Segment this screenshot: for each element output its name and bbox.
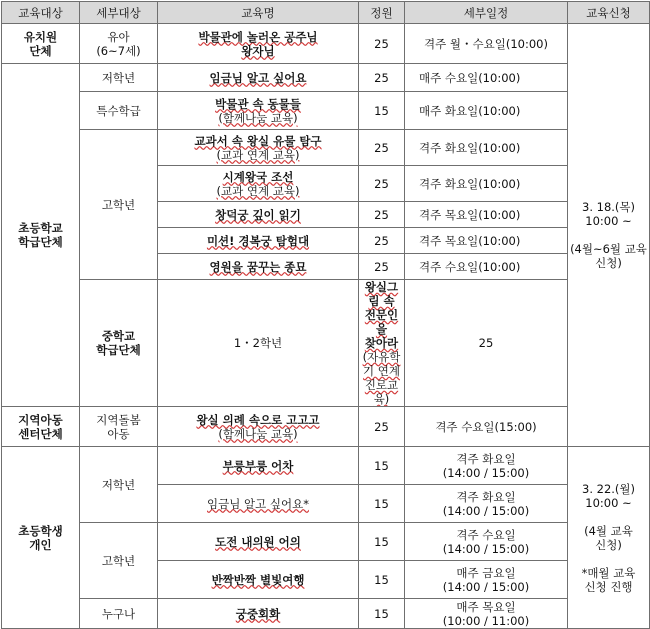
capacity: 25: [359, 254, 405, 280]
capacity: 15: [359, 447, 405, 485]
table-row: [2, 24, 650, 64]
program-name: 임금님 알고 싶어요*: [158, 485, 359, 523]
schedule: 격주 수요일(10:00): [405, 254, 568, 280]
program-name: 영원을 꿈꾸는 종묘: [158, 254, 359, 280]
table-row: [2, 523, 650, 561]
capacity: 25: [359, 228, 405, 254]
schedule: 격주 화요일 (14:00 / 15:00): [405, 447, 568, 485]
group-middle: 중학교 학급단체: [80, 280, 158, 407]
capacity: 15: [359, 561, 405, 599]
table-row: [2, 407, 650, 447]
program-name: 미션! 경복궁 탐험대: [158, 228, 359, 254]
header-program: 교육명: [158, 2, 359, 24]
program-name: 박물관에 놀러온 공주님 왕자님: [158, 24, 359, 64]
program-name: 도전 내의원 어의: [158, 523, 359, 561]
program-name: 박물관 속 동물들 (함께나눔 교육): [158, 92, 359, 130]
program-name: 궁중회화: [158, 599, 359, 629]
group-kindergarten: 유치원 단체: [2, 24, 80, 64]
subgroup-upper: 고학년: [80, 130, 158, 280]
program-name: 왕실 의례 속으로 고고고 (함께나눔 교육): [158, 407, 359, 447]
header-capacity: 정원: [359, 2, 405, 24]
capacity: 15: [359, 92, 405, 130]
schedule: 격주 화요일(10:00): [405, 166, 568, 202]
header-target: 교육대상: [2, 2, 80, 24]
group-elementary: 초등학교 학급단체: [2, 64, 80, 407]
capacity: 15: [359, 485, 405, 523]
table-row: [2, 280, 650, 407]
program-name: 왕실그림 속 전문인을 찾아라 (자유학기 연계 진로교육): [359, 280, 405, 407]
schedule: 매주 목요일 (10:00 / 11:00): [405, 599, 568, 629]
table-row: [2, 64, 650, 92]
program-name: 부릉부릉 어차: [158, 447, 359, 485]
subgroup-age: 유아 (6~7세): [80, 24, 158, 64]
program-name: 임금님 알고 싶어요: [158, 64, 359, 92]
program-name: 창덕궁 깊이 읽기: [158, 202, 359, 228]
schedule: 격주 목요일(10:00): [405, 202, 568, 228]
schedule: 격주 목요일(10:00): [405, 228, 568, 254]
group-community: 지역아동 센터단체: [2, 407, 80, 447]
schedule: 격주 수요일 (14:00 / 15:00): [405, 523, 568, 561]
subgroup-care: 지역돌봄 아동: [80, 407, 158, 447]
header-apply: 교육신청: [568, 2, 650, 24]
capacity: 15: [359, 599, 405, 629]
capacity: 25: [359, 24, 405, 64]
table-row: [2, 599, 650, 629]
schedule: 매주 금요일 (14:00 / 15:00): [405, 561, 568, 599]
schedule: 격주 월・수요일(10:00): [405, 24, 568, 64]
schedule: 격주 화요일(10:00): [405, 130, 568, 166]
schedule: 격주 수요일(15:00): [405, 407, 568, 447]
capacity: 25: [359, 64, 405, 92]
capacity: 25: [359, 202, 405, 228]
subgroup-lower: 저학년: [80, 64, 158, 92]
table-row: [2, 92, 650, 130]
header-row: [2, 2, 650, 24]
header-subtarget: 세부대상: [80, 2, 158, 24]
subgroup-anyone: 누구나: [80, 599, 158, 629]
subgroup-upper: 고학년: [80, 523, 158, 599]
capacity: 15: [359, 523, 405, 561]
capacity: 25: [405, 280, 568, 407]
program-name: 교과서 속 왕실 유물 탐구 (교과 연계 교육): [158, 130, 359, 166]
subgroup-special: 특수학급: [80, 92, 158, 130]
apply-group: 3. 18.(목) 10:00 ~ (4월~6월 교육 신청): [568, 24, 650, 447]
program-name: 시계왕국 조선 (교과 연계 교육): [158, 166, 359, 202]
subgroup-grade: 1・2학년: [158, 280, 359, 407]
schedule: 격주 화요일 (14:00 / 15:00): [405, 485, 568, 523]
schedule: 매주 수요일(10:00): [405, 64, 568, 92]
capacity: 25: [359, 166, 405, 202]
schedule: 매주 화요일(10:00): [405, 92, 568, 130]
group-individual: 초등학생 개인: [2, 447, 80, 629]
capacity: 25: [359, 407, 405, 447]
apply-individual: 3. 22.(월) 10:00 ~ (4월 교육 신청) *매월 교육 신청 진행: [568, 447, 650, 629]
program-name: 반짝반짝 별빛여행: [158, 561, 359, 599]
capacity: 25: [359, 130, 405, 166]
header-schedule: 세부일정: [405, 2, 568, 24]
table-row: [2, 130, 650, 166]
table-row: [2, 447, 650, 485]
education-schedule-table: [1, 1, 650, 629]
subgroup-lower: 저학년: [80, 447, 158, 523]
